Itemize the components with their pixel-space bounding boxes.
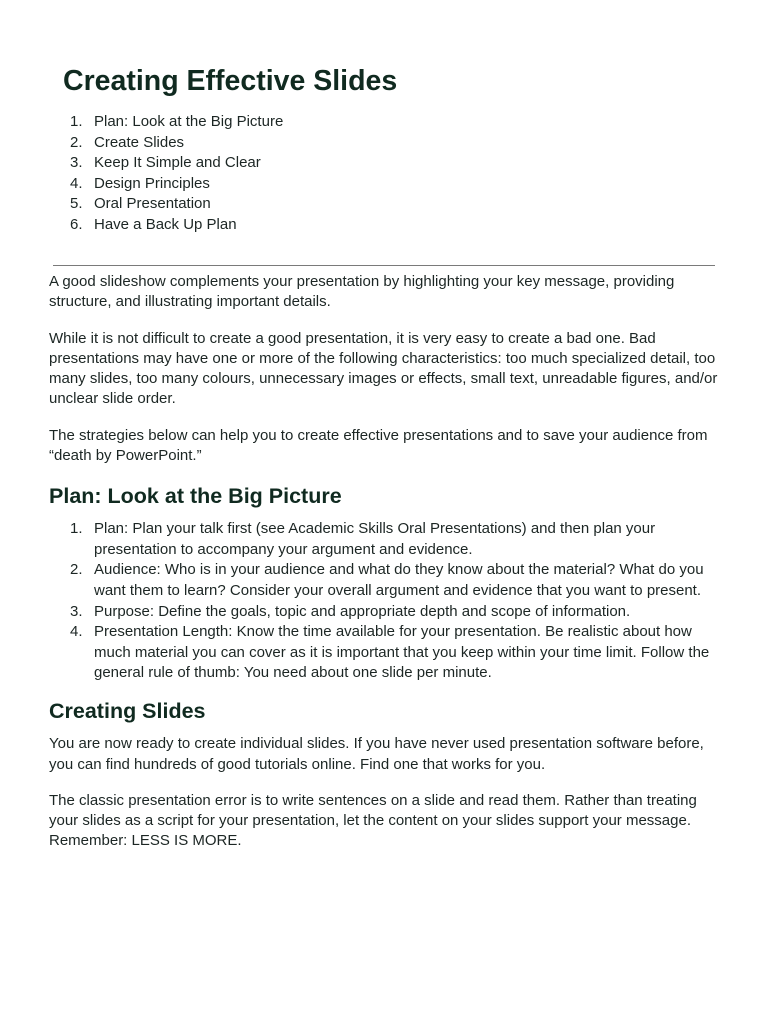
table-of-contents	[54, 112, 283, 235]
list-item-text: Purpose: Define the goals, topic and appropriate depth and scope of information.	[94, 602, 631, 620]
intro-paragraph: A good slideshow complements your presentation by highlighting your key message, providing structure, and illustrating important details.	[49, 273, 675, 311]
creating-paragraph: You are now ready to create individual slides. If you have never used presentation software before, you can find hundreds of good tutorials online. Find one that works for you.	[49, 735, 704, 773]
toc-item-text: Plan: Look at the Big Picture	[94, 113, 284, 130]
creating-paragraph: The classic presentation error is to write sentences on a slide and read them. Rather than treating your slides as a script for your presentation, let the content on your slides support your message. Remember: LESS IS MORE.	[49, 791, 697, 850]
document-body	[49, 272, 724, 868]
toc-item-text: Create Slides	[94, 133, 185, 151]
toc-item-text: Design Principles	[94, 174, 210, 192]
plan-list-item	[49, 560, 724, 601]
list-item-number: 4.	[70, 623, 83, 641]
list-item-text: Presentation Length: Know the time available for your presentation. Be realistic about how much material you can cover as it is important that you keep within your time limit. Follow the general rule of thumb: You need about one slide per minute.	[94, 623, 710, 681]
toc-item	[54, 215, 283, 236]
list-item-number: 3.	[70, 602, 83, 620]
intro-paragraph: The strategies below can help you to create effective presentations and to save your audience from “death by PowerPoint.”	[49, 426, 708, 465]
toc-item-text: Have a Back Up Plan	[94, 215, 237, 233]
list-item-number: 2.	[70, 561, 83, 579]
toc-item-number: 6.	[70, 215, 83, 233]
toc-item	[54, 153, 283, 174]
toc-item	[54, 112, 283, 133]
plan-list-item	[49, 602, 724, 622]
plan-list-item	[49, 519, 724, 560]
list-item-text: Audience: Who is in your audience and what do they know about the material? What do you want them to learn? Consider your overall argument and evidence that you want to present.	[94, 561, 704, 599]
section-heading-plan: Plan: Look at the Big Picture	[49, 484, 342, 509]
toc-item	[54, 174, 283, 195]
toc-item-number: 4.	[70, 174, 83, 192]
list-item-text: Plan: Plan your talk first (see Academic Skills Oral Presentations) and then plan your presentation to accompany your argument and evidence.	[94, 520, 656, 558]
toc-item-number: 2.	[70, 133, 83, 151]
toc-item-number: 3.	[70, 154, 83, 171]
toc-item	[54, 133, 283, 154]
section-heading-creating: Creating Slides	[49, 699, 206, 724]
intro-paragraph: While it is not difficult to create a good presentation, it is very easy to create a bad one. Bad presentations may have one or more of the following characteristics: too much specialized detail, too many slides, too many colours, unnecessary images or effects, small text, unreadable figures, and/or unclear slide order.	[49, 329, 718, 408]
document-title: Creating Effective Slides	[63, 65, 398, 97]
plan-list-item	[49, 622, 724, 683]
toc-item	[54, 194, 283, 215]
toc-item-text: Keep It Simple and Clear	[94, 154, 261, 171]
list-item-number: 1.	[70, 520, 83, 538]
toc-item-text: Oral Presentation	[94, 195, 211, 212]
toc-item-number: 5.	[70, 195, 83, 212]
toc-item-number: 1.	[70, 113, 83, 130]
section-divider	[53, 265, 715, 266]
plan-list	[49, 519, 724, 683]
